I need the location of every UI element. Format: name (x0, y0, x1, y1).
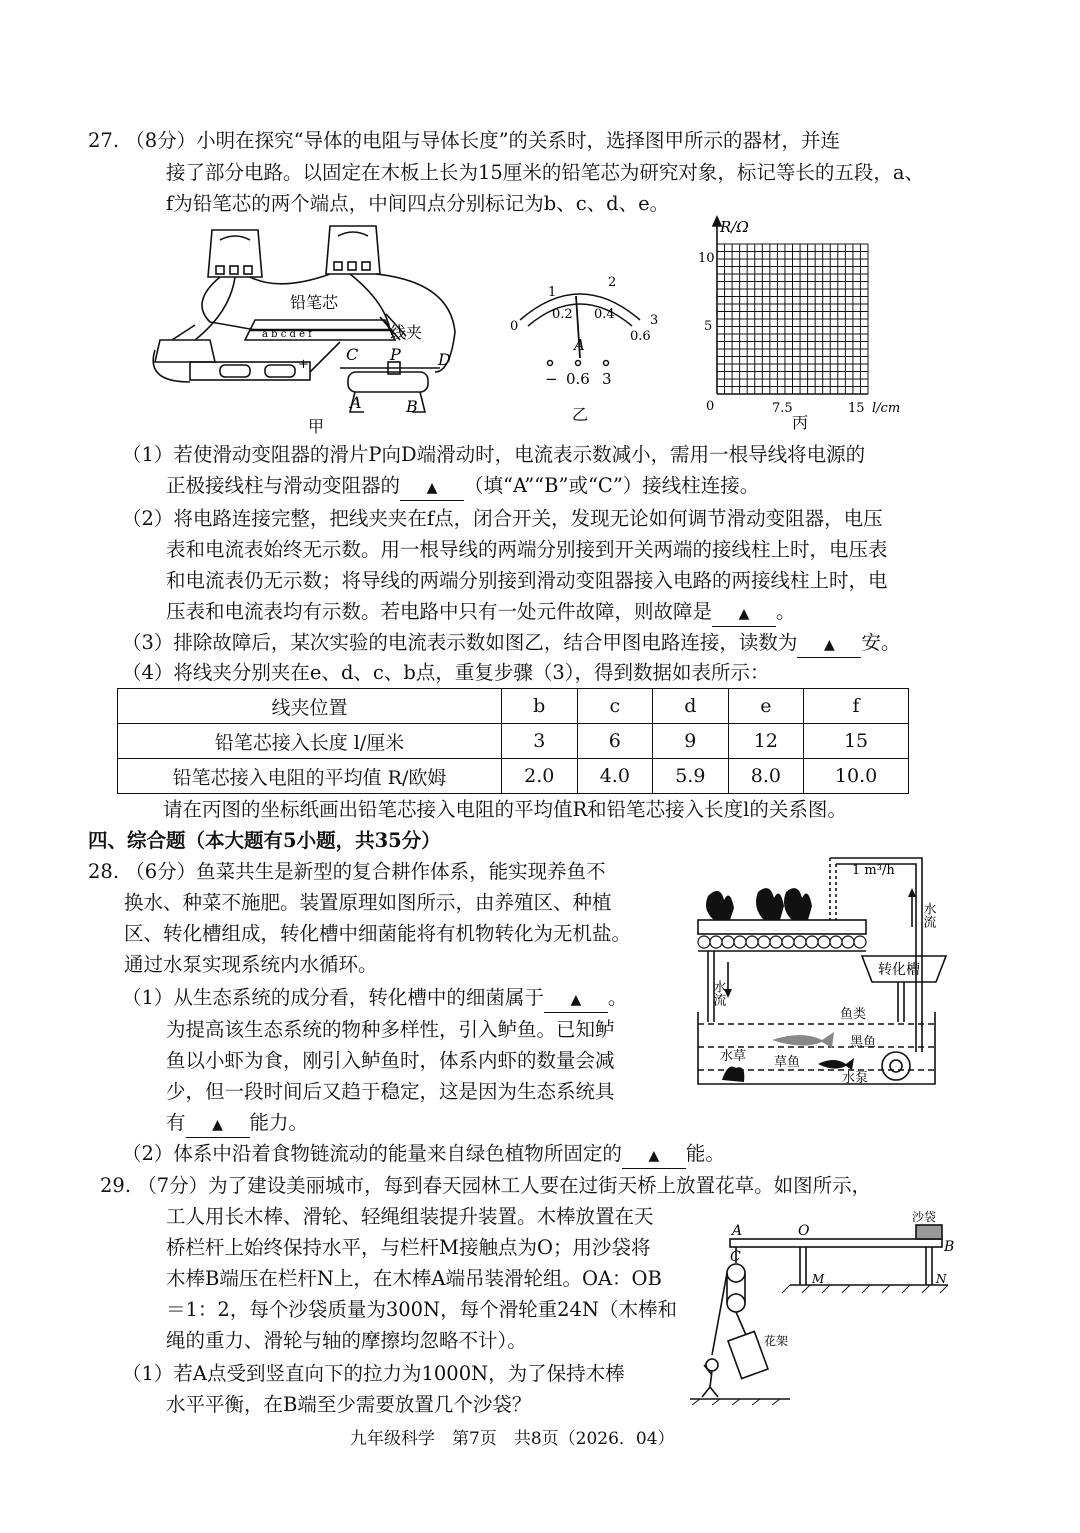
q27-line-3: f为铅笔芯的两个端点，中间四点分别标记为b、c、d、e。 (166, 192, 670, 215)
battery-plus: + (298, 357, 309, 372)
fixed-pulley-icon (727, 1264, 745, 1282)
dial-big-2: 2 (608, 275, 617, 290)
fish-icon (772, 1032, 834, 1048)
pebble (782, 936, 794, 948)
clip-label: 线夹 (390, 323, 423, 342)
terminal-06 (576, 361, 581, 366)
railing-n-label: N (936, 1272, 947, 1286)
pebble (842, 936, 854, 948)
q27-part2-line3: 和电流表仍无示数；将导线的两端分别接到滑动变阻器接入电路的两接线柱上时，电 (166, 569, 888, 592)
q27-part4: （4）将线夹分别夹在e、d、c、b点，重复步骤（3），得到数据如表所示： (122, 661, 770, 684)
dial-big-1: 1 (548, 285, 557, 300)
q27-line-2: 接了部分电路。以固定在木板上长为15厘米的铅笔芯为研究对象，标记等长的五段，a、 (166, 161, 924, 184)
pebble (830, 936, 842, 948)
figure-yi-caption: 乙 (572, 405, 589, 424)
terminal-minus (548, 361, 553, 366)
terminal-minus-label: − (545, 370, 558, 388)
dial-tick-02: 0.2 (552, 307, 573, 322)
terminal-06-label: 0.6 (566, 370, 590, 388)
rheostat-terminal-b: B (406, 397, 418, 416)
q29-line-6: 绳的重力、滑轮与轴的摩擦均忽略不计）。 (166, 1329, 527, 1352)
q27-part1-line2: 正极接线柱与滑动变阻器的 ▲ （填“A”“B”或“C”）接线柱连接。 (166, 471, 759, 501)
movable-pulley-icon (727, 1294, 745, 1312)
q28-part1-line3: 鱼以小虾为食，刚引入鲈鱼时，体系内虾的数量会减 (166, 1049, 615, 1072)
pebble (770, 936, 782, 948)
x-tick-15: 15 (848, 401, 865, 416)
pebble (818, 936, 830, 948)
figure-lever-pulley (690, 1205, 960, 1405)
railing-m-label: M (812, 1272, 825, 1286)
q27-part3: （3）排除故障后，某次实验的电流表示数如图乙，结合甲图电路连接，读数为 ▲ 安。 (122, 628, 900, 658)
wooden-rod (730, 1239, 942, 1247)
answer-blank-28-2[interactable]: ▲ (186, 1111, 250, 1138)
page-footer: 九年级科学 第7页 共8页（2026．04） (350, 1429, 675, 1449)
q29-line-1: 29. （7分）为了建设美丽城市，每到春天园林工人要在过街天桥上放置花草。如图所示， (100, 1174, 872, 1197)
pencil-letters: a b c d e f (262, 329, 312, 340)
y-tick-5: 5 (704, 319, 713, 334)
q29-line-4: 木棒B端压在栏杆N上，在木棒A端吊装滑轮组。OA：OB (166, 1267, 662, 1290)
conversion-tank-label: 转化槽 (878, 962, 920, 978)
rheostat (348, 372, 428, 392)
q28-line-3: 区、转化槽组成，转化槽中细菌能将有机物转化为无机盐。 (124, 922, 632, 945)
terminal-3 (604, 361, 609, 366)
data-table (117, 688, 909, 794)
pebble (734, 936, 746, 948)
q27-part1-line1: （1）若使滑动变阻器的滑片P向D端滑动时，电流表示数减小，需用一根导线将电源的 (122, 443, 866, 466)
answer-blank-28-3[interactable]: ▲ (622, 1142, 686, 1169)
pencil-label: 铅笔芯 (290, 293, 339, 312)
figure-aquaponics (690, 852, 950, 1092)
y-tick-10: 10 (698, 251, 715, 266)
section-4-heading: 四、综合题（本大题有5小题，共35分） (88, 829, 441, 852)
answer-blank-27-2[interactable]: ▲ (712, 600, 776, 627)
dial-tick-0: 0 (510, 319, 519, 334)
pull-rope (712, 1273, 727, 1355)
figure-yi-ammeter-dial (490, 268, 670, 428)
water-flow-label-left: 水流 (710, 980, 726, 1006)
pebble (806, 936, 818, 948)
graph-grid (717, 244, 868, 394)
rheostat-terminal-a: A (350, 393, 362, 412)
q28-part1-line5: 有 ▲ 能力。 (166, 1108, 308, 1138)
q29-line-3: 桥栏杆上始终保持水平，与栏杆M接触点为O；用沙袋将 (166, 1236, 651, 1259)
q27-part2-line1: （2）将电路连接完整，把线夹夹在f点，闭合开关，发现无论如何调节滑动变阻器，电压 (122, 507, 883, 530)
q28-part1-line1: （1）从生态系统的成分看，转化槽中的细菌属于 ▲ 。 (122, 983, 627, 1013)
pebble (854, 936, 866, 948)
water-flow-label-right: 水流 (920, 902, 936, 928)
dial-unit: A (574, 336, 585, 354)
q27-part5: 请在丙图的坐标纸画出铅笔芯接入电阻的平均值R和铅笔芯接入长度l的关系图。 (163, 798, 847, 821)
dial-tick-06: 0.6 (630, 329, 651, 344)
q28-line-2: 换水、种菜不施肥。装置原理如图所示，由养殖区、种植 (124, 891, 612, 914)
q28-line-1: 28. （6分）鱼菜共生是新型的复合耕作体系，能实现养鱼不 (88, 860, 606, 883)
answer-blank-27-1[interactable]: ▲ (400, 474, 464, 501)
pump-icon (882, 1052, 910, 1080)
x-axis-label: l/cm (872, 401, 901, 416)
q27-part2-line2: 表和电流表始终无示数。用一根导线的两端分别接到开关两端的接线柱上时，电压表 (166, 538, 888, 561)
rheostat-terminal-c: C (346, 345, 359, 364)
answer-blank-27-3[interactable]: ▲ (797, 631, 861, 658)
pebble (722, 936, 734, 948)
answer-blank-28-1[interactable]: ▲ (544, 986, 608, 1013)
pebble (758, 936, 770, 948)
point-a-label: A (732, 1223, 743, 1239)
planting-bed (698, 920, 866, 934)
q29-part1-line1: （1）若A点受到竖直向下的拉力为1000N，为了保持木棒 (122, 1362, 625, 1385)
point-o-label: O (798, 1223, 810, 1239)
figure-jia-caption: 甲 (308, 417, 325, 436)
table-row: 铅笔芯接入电阻的平均值 R/欧姆 2.0 4.0 5.9 8.0 10.0 (118, 759, 909, 794)
x-tick-75: 7.5 (772, 401, 793, 416)
sandbag-label: 沙袋 (912, 1210, 937, 1224)
switch (155, 340, 215, 362)
pebble (746, 936, 758, 948)
dial-big-3: 3 (650, 313, 659, 328)
q28-part2: （2）体系中沿着食物链流动的能量来自绿色植物所固定的 ▲ 能。 (122, 1139, 725, 1169)
q28-line-4: 通过水泵实现系统内水循环。 (124, 953, 378, 976)
dial-tick-04: 0.4 (594, 307, 615, 322)
figure-bing-caption: 丙 (792, 413, 809, 432)
terminal-3-label: 3 (602, 370, 612, 388)
carp-label: 草鱼 (774, 1055, 801, 1070)
pebble (710, 936, 722, 948)
point-c-label: C (730, 1249, 741, 1265)
water-grass-label: 水草 (720, 1049, 747, 1064)
q27-part2-line4: 压表和电流表均有示数。若电路中只有一处元件故障，则故障是 ▲ 。 (166, 597, 796, 627)
rheostat-slider-p: P (390, 345, 401, 364)
y-axis-label: R/Ω (720, 218, 749, 236)
sandbag-icon (916, 1225, 942, 1239)
point-b-label: B (944, 1239, 955, 1255)
table-row: 线夹位置 b c d e f (118, 689, 909, 724)
catfish-icon (818, 1058, 854, 1070)
plant-icon (756, 888, 784, 920)
plant-icon (784, 888, 812, 920)
pump-label: 水泵 (842, 1071, 869, 1086)
pebble (698, 936, 710, 948)
q28-part1-line2: 为提高该生态系统的物种多样性，引入鲈鱼。已知鲈 (166, 1018, 615, 1041)
q29-part1-line2: 水平平衡，在B端至少需要放置几个沙袋？ (166, 1393, 532, 1416)
flower-rack-label: 花架 (764, 1334, 789, 1348)
q27-line-1: 27. （8分）小明在探究“导体的电阻与导体长度”的关系时，选择图甲所示的器材，并连 (88, 129, 841, 152)
q29-line-5: ＝1：2，每个沙袋质量为300N，每个滑轮重24N（木棒和 (166, 1298, 677, 1321)
catfish-label: 黑鱼 (850, 1035, 877, 1050)
table-row: 铅笔芯接入长度 l/厘米 3 6 9 12 15 (118, 724, 909, 759)
origin-label: 0 (706, 399, 715, 414)
fish-label: 鱼类 (840, 1007, 867, 1022)
flower-rack-icon (728, 1331, 768, 1378)
q28-part1-line4: 少，但一段时间后又趋于稳定，这是因为生态系统具 (166, 1080, 615, 1103)
plant-icon (706, 891, 734, 920)
rheostat-terminal-d: D (438, 350, 451, 369)
figure-bing-graph (690, 212, 930, 437)
q29-line-2: 工人用长木棒、滑轮、轻绳组装提升装置。木棒放置在天 (166, 1205, 654, 1228)
water-grass-icon (722, 1067, 744, 1083)
return-pipe (830, 858, 922, 1052)
figure-jia-circuit (150, 222, 470, 437)
flow-rate-label: 1 m³/h (852, 863, 895, 878)
pebble (794, 936, 806, 948)
